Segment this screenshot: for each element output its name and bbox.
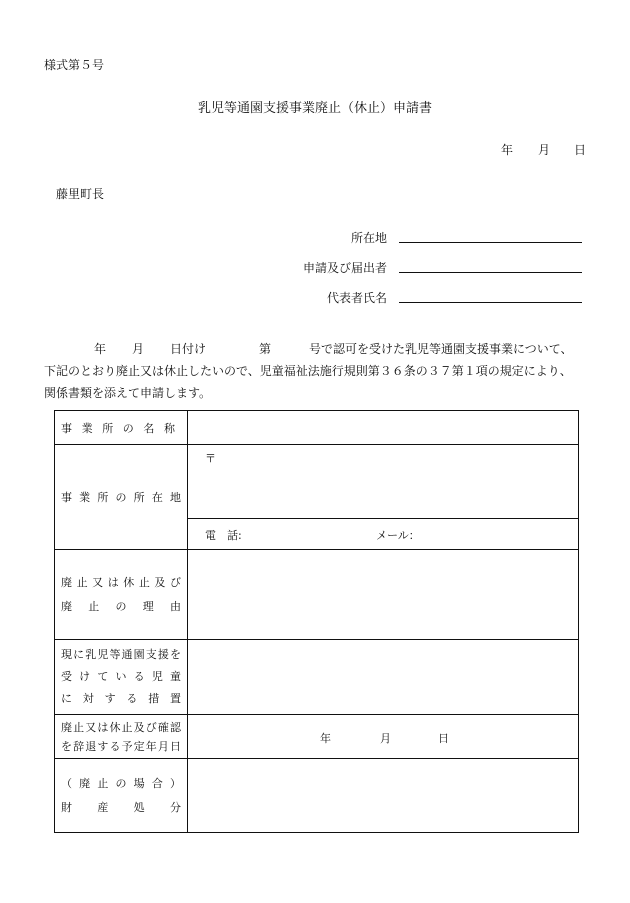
facility-address-label: 事業所の所在地 [61,491,181,504]
property-value[interactable] [188,759,579,833]
reason-label-cell [55,550,188,640]
facility-name-label: 事業所の名称 [61,421,181,435]
schedule-value[interactable] [188,715,579,759]
body-line-3: 関係書類を添えて申請します。 [44,386,212,400]
row-reason [55,550,579,640]
date-day-label: 日 [574,143,587,157]
schedule-label-line-2: を辞退する予定年月日 [61,739,181,753]
measures-label-line-1: 現に乳児等通園支援を [61,648,181,661]
application-table [54,410,579,833]
measures-value[interactable] [188,640,579,715]
body-date-suffix: 日付け [170,342,207,356]
body-line1-rest: 号で認可を受けた乳児等通園支援事業について、 [309,342,573,356]
measures-label-line-2: 受けている児童 [61,670,181,683]
facility-name-value[interactable] [188,411,579,445]
representative-input-line[interactable] [399,302,582,303]
location-label: 所在地 [350,231,387,245]
mail-label: メール： [376,529,420,542]
measures-label-cell [55,640,188,715]
measures-label-line-3: に対する措置 [61,692,181,705]
representative-label: 代表者氏名 [326,291,387,305]
row-facility-address [55,445,579,519]
property-label-cell [55,759,188,833]
body-number-prefix: 第 [259,342,272,356]
facility-address-label-cell [55,445,188,550]
applicant-input-line[interactable] [399,272,582,273]
schedule-label-line-1: 廃止又は休止及び確認 [61,720,181,734]
row-schedule [55,715,579,759]
schedule-label-cell [55,715,188,759]
addressee: 藤里町長 [56,187,105,201]
reason-label-line-1: 廃止又は休止及び [61,575,181,589]
property-label-line-2: 財産処分 [61,800,181,814]
form-number: 様式第５号 [44,58,105,72]
row-measures [55,640,579,715]
reason-value[interactable] [188,550,579,640]
row-facility-name [55,411,579,445]
document-title: 乳児等通園支援事業廃止（休止）申請書 [197,101,432,116]
schedule-year-label: 年 [320,732,331,745]
date-month-label: 月 [538,143,551,157]
body-text [44,338,589,404]
body-line-2: 下記のとおり廃止又は休止したいので、児童福祉法施行規則第３６条の３７第１項の規定により、 [44,364,572,378]
schedule-month-label: 月 [380,732,391,745]
row-property [55,759,579,833]
applicant-label: 申請及び届出者 [302,261,387,275]
phone-label: 電 話: [205,529,242,542]
reason-label-line-2: 廃止の理由 [61,599,181,613]
property-label-line-1: （廃止の場合） [61,776,181,790]
postal-mark: 〒 [205,452,216,465]
schedule-day-label: 日 [438,732,449,745]
facility-contact-cell [188,519,579,550]
facility-address-value[interactable] [188,445,579,519]
date-year-label: 年 [501,143,514,157]
body-month: 月 [132,342,145,356]
body-year: 年 [94,342,107,356]
location-input-line[interactable] [399,242,582,243]
facility-name-label-cell [55,411,188,445]
